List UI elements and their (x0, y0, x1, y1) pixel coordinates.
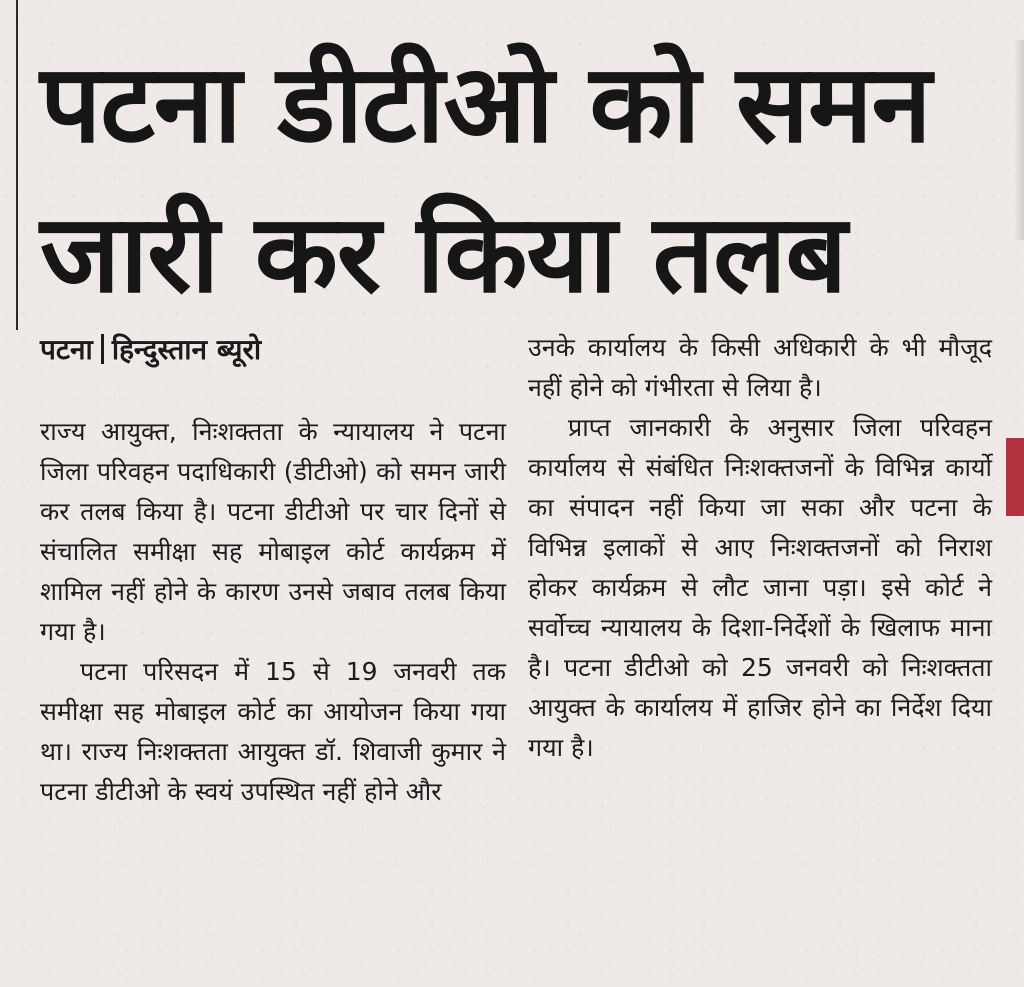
page-edge-shadow (1014, 40, 1024, 240)
article-column-right (528, 328, 992, 768)
dateline-separator (101, 334, 104, 364)
article-paragraph: उनके कार्यालय के किसी अधिकारी के भी मौजूद नहीं होने को गंभीरता से लिया है। (528, 333, 992, 402)
article-paragraph: राज्य आयुक्त, निःशक्तता के न्यायालय ने पटना जिला परिवहन पदाधिकारी (डीटीओ) को समन जारी कर तलब किया है। पटना डीटीओ पर चार दिनों से संचालित समीक्षा सह मोबाइल कोर्ट कार्यक्रम में शामिल नहीं होने के कारण उनसे जबाव तलब किया गया है। (40, 417, 506, 646)
dateline (40, 330, 261, 370)
column-rule (16, 0, 18, 330)
article-paragraph: प्राप्त जानकारी के अनुसार जिला परिवहन कार्यालय से संबंधित निःशक्तजनों के विभिन्न कार्यो का संपादन नहीं किया जा सका और पटना के विभिन्न इलाकों से आए निःशक्तजनों को निराश होकर कार्यक्रम से लौट जाना पड़ा। इसे कोर्ट ने सर्वोच्च न्यायालय के दिशा-निर्देशों के खिलाफ माना है। पटना डीटीओ को 25 जनवरी को निःशक्तता आयुक्त के कार्यालय में हाजिर होने का निर्देश दिया गया है। (528, 413, 992, 762)
article-column-left (40, 412, 506, 812)
adjacent-page-color-mark (1006, 438, 1024, 516)
dateline-place: पटना (40, 333, 93, 366)
dateline-bureau: हिन्दुस्तान ब्यूरो (111, 333, 262, 366)
article-paragraph: पटना परिसदन में 15 से 19 जनवरी तक समीक्षा सह मोबाइल कोर्ट का आयोजन किया गया था। राज्य निःशक्तता आयुक्त डॉ. शिवाजी कुमार ने पटना डीटीओ के स्वयं उपस्थित नहीं होने और (40, 657, 506, 806)
headline: पटना डीटीओ को समन जारी कर किया तलब (40, 42, 931, 317)
